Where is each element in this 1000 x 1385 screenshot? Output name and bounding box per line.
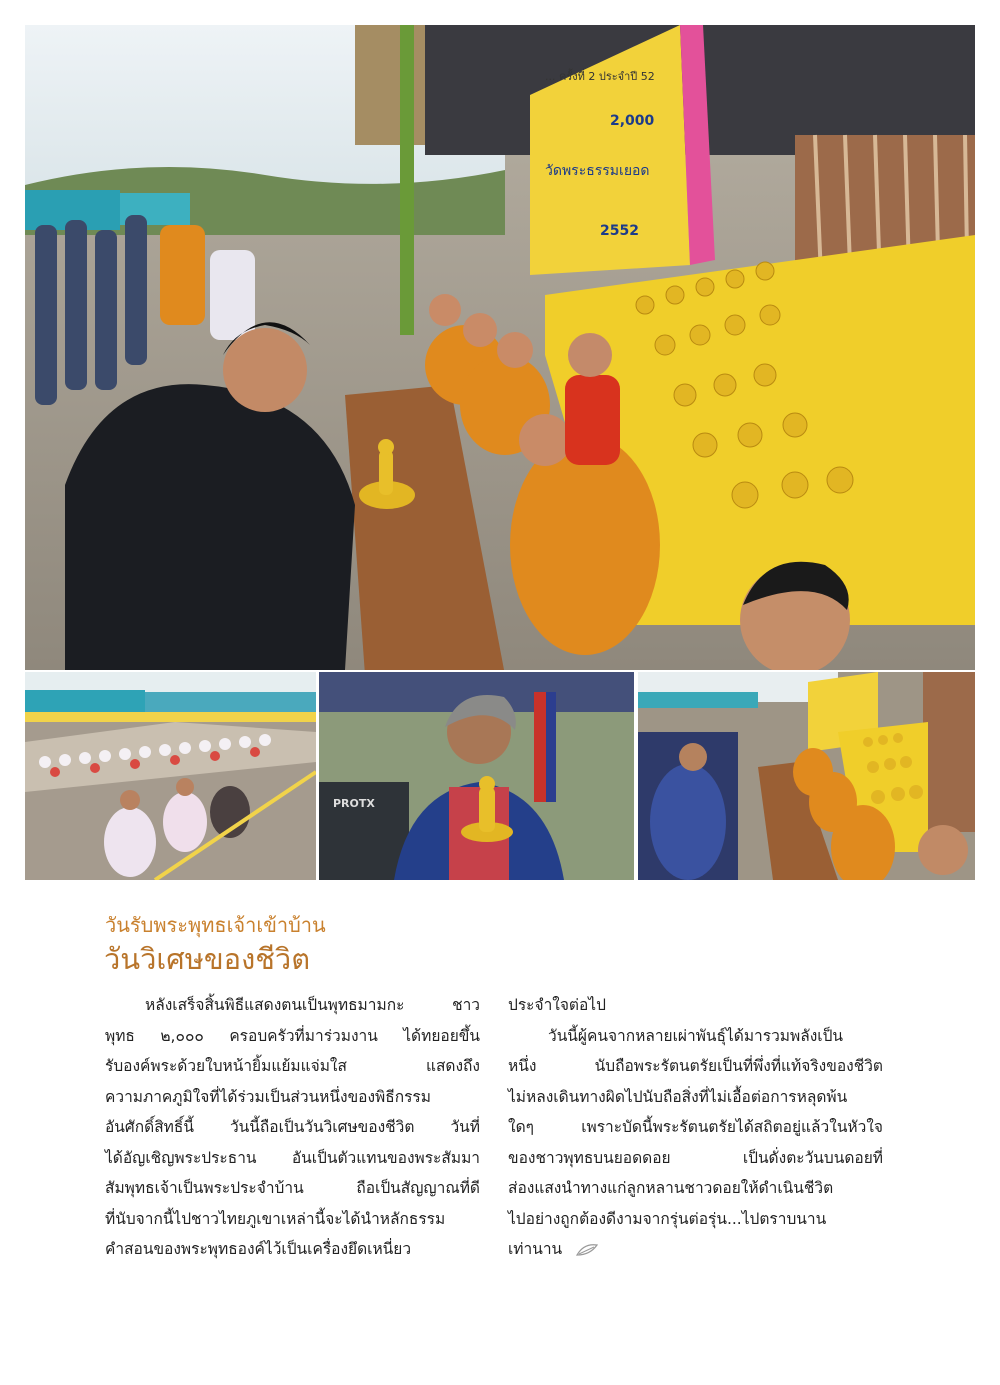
woman-holding-buddha-photo bbox=[319, 672, 634, 880]
text-line: ได้อัญเชิญพระประธาน อันเป็นตัวแทนของพระสัมมา bbox=[105, 1148, 480, 1167]
text-line: อันศักดิ์สิทธิ์นี้ วันนี้ถือเป็นวันวิเศษของชีวิต วันที่ bbox=[105, 1118, 480, 1136]
svg-text:วัดพระธรรมเยอด: วัดพระธรรมเยอด bbox=[545, 163, 650, 179]
kneeling-villagers-photo bbox=[25, 672, 316, 880]
text-line: รับองค์พระด้วยใบหน้ายิ้มแย้มแจ่มใส แสดงถึง bbox=[105, 1057, 480, 1075]
text-line: ของชาวพุทธบนยอดดอย เป็นดั่งตะวันบนดอยที่ bbox=[508, 1148, 883, 1167]
article-title: วันวิเศษของชีวิต bbox=[104, 942, 311, 976]
text-line: หนึ่ง นับถือพระรัตนตรัยเป็นที่พึ่งที่แท้จริงของชีวิต bbox=[508, 1057, 883, 1075]
right-column bbox=[508, 990, 883, 1265]
text-line: ความภาคภูมิใจที่ได้ร่วมเป็นส่วนหนึ่งของพิธีกรรม bbox=[105, 1087, 431, 1106]
text-line: พุทธ ๒,๐๐๐ ครอบครัวที่มาร่วมงาน ได้ทยอยขึ้น bbox=[105, 1026, 480, 1045]
text-line-last bbox=[508, 1234, 883, 1265]
text-line: คำสอนของพระพุทธองค์ไว้เป็นเครื่องยึดเหนี่ยว bbox=[105, 1240, 412, 1258]
svg-text:... ครั้งที่ 2 ประจำปี 52: ... ครั้งที่ 2 ประจำปี 52 bbox=[545, 70, 655, 83]
svg-text:2552: 2552 bbox=[600, 223, 639, 239]
text-line: ไม่หลงเดินทางผิดไปนับถือสิ่งที่ไม่เอื้อต่อการหลุดพ้น bbox=[508, 1087, 848, 1106]
text-line: ใดๆ เพราะบัดนี้พระรัตนตรัยได้สถิตอยู่แล้วในหัวใจ bbox=[508, 1118, 883, 1136]
svg-text:PROTX: PROTX bbox=[333, 797, 375, 810]
text-line: ไปอย่างถูกต้องดีงามจากรุ่นต่อรุ่น...ไปตราบนาน bbox=[508, 1209, 827, 1228]
text-line: ที่นับจากนี้ไปชาวไทยภูเขาเหล่านี้จะได้นำหลักธรรม bbox=[105, 1209, 446, 1228]
text-line: หลังเสร็จสิ้นพิธีแสดงตนเป็นพุทธมามกะ ชาว bbox=[145, 996, 480, 1014]
leaf-end-icon bbox=[576, 1243, 598, 1257]
text-line: วันนี้ผู้คนจากหลายเผ่าพันธุ์ได้มารวมพลังเป็น bbox=[548, 1026, 844, 1045]
left-column bbox=[105, 990, 480, 1265]
text-line: เท่านาน bbox=[508, 1240, 563, 1258]
text-line: ส่องแสงนำทางแก่ลูกหลานชาวดอยให้ดำเนินชีวิต bbox=[508, 1179, 834, 1197]
svg-text:2,000: 2,000 bbox=[610, 113, 655, 129]
text-line: ประจำใจต่อไป bbox=[508, 996, 606, 1014]
text-line: สัมพุทธเจ้าเป็นพระประจำบ้าน ถือเป็นสัญญาณที่ดี bbox=[105, 1179, 480, 1197]
monks-distributing-photo bbox=[638, 672, 975, 880]
article-subtitle: วันรับพระพุทธเจ้าเข้าบ้าน bbox=[105, 913, 326, 937]
main-ceremony-photo bbox=[25, 25, 975, 670]
